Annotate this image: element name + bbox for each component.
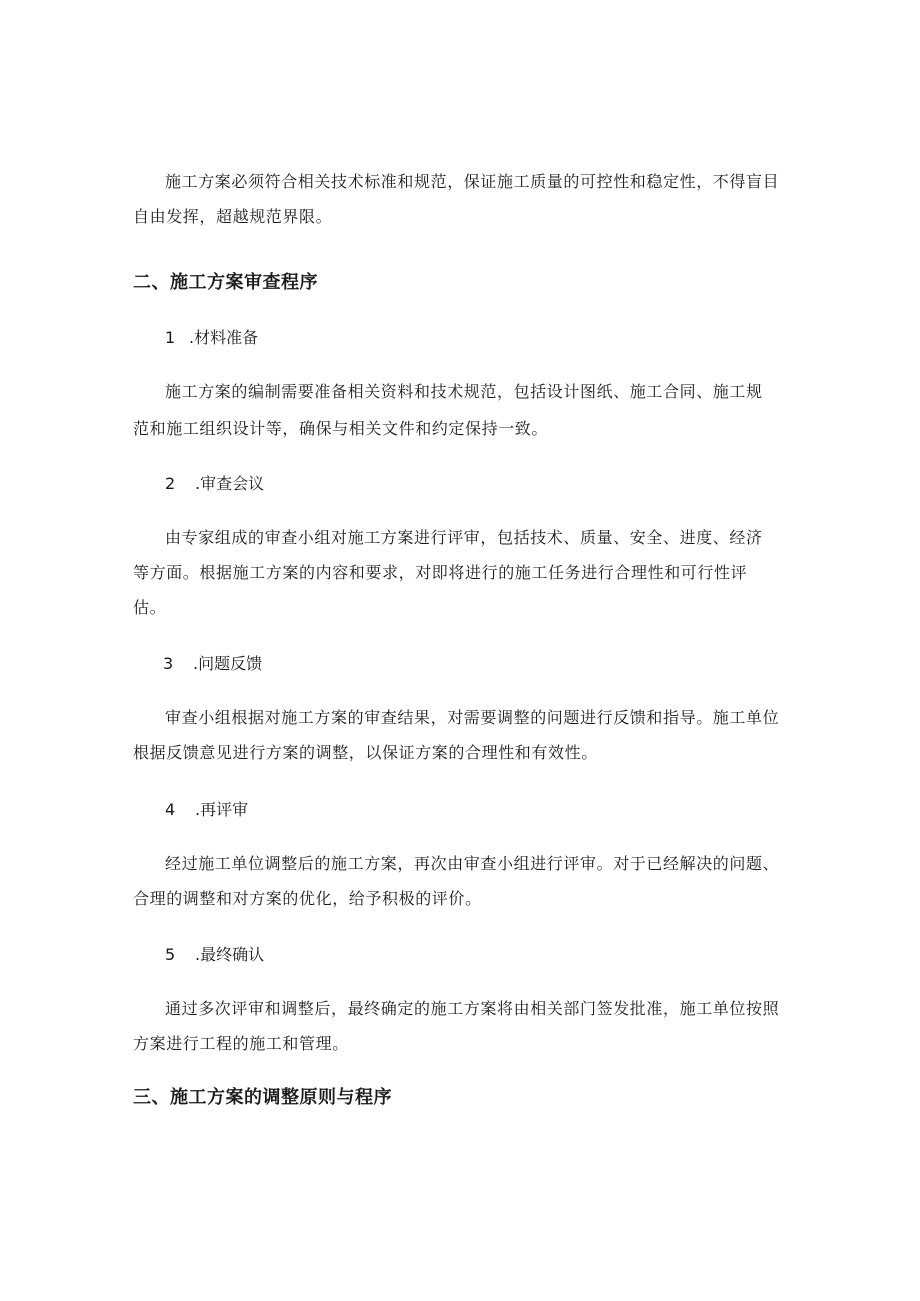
item-5-number: 5 bbox=[165, 945, 176, 964]
item-5-paragraph-line-1: 通过多次评审和调整后，最终确定的施工方案将由相关部门签发批准，施工单位按照 bbox=[165, 999, 780, 1018]
item-4-paragraph-line-2: 合理的调整和对方案的优化，给予积极的评价。 bbox=[133, 889, 482, 908]
item-2-number: 2 bbox=[165, 474, 176, 493]
item-5-label: .最终确认 bbox=[195, 945, 265, 964]
intro-paragraph-line-1: 施工方案必须符合相关技术标准和规范，保证施工质量的可控性和稳定性，不得盲目 bbox=[165, 172, 780, 191]
intro-paragraph-line-2: 自由发挥，超越规范界限。 bbox=[133, 207, 333, 226]
item-1-heading bbox=[165, 328, 258, 348]
item-1-paragraph-line-2: 范和施工组织设计等，确保与相关文件和约定保持一致。 bbox=[133, 419, 549, 438]
item-2-label: .审查会议 bbox=[195, 474, 265, 493]
item-1-label: .材料准备 bbox=[189, 328, 259, 347]
section-3-heading: 三、施工方案的调整原则与程序 bbox=[133, 1087, 392, 1108]
item-3-heading bbox=[163, 654, 262, 674]
item-5-paragraph-line-2: 方案进行工程的施工和管理。 bbox=[133, 1034, 349, 1053]
item-4-label: .再评审 bbox=[195, 800, 249, 819]
section-2-heading: 二、施工方案审查程序 bbox=[133, 272, 318, 293]
item-4-paragraph-line-1: 经过施工单位调整后的施工方案，再次由审查小组进行评审。对于已经解决的问题、 bbox=[165, 854, 780, 873]
item-2-heading bbox=[165, 474, 264, 494]
item-4-number: 4 bbox=[165, 800, 176, 819]
item-1-paragraph-line-1: 施工方案的编制需要准备相关资料和技术规范，包括设计图纸、施工合同、施工规 bbox=[165, 382, 763, 401]
item-3-label: .问题反馈 bbox=[193, 654, 263, 673]
item-3-paragraph-line-1: 审查小组根据对施工方案的审查结果，对需要调整的问题进行反馈和指导。施工单位 bbox=[165, 708, 780, 727]
item-3-number: 3 bbox=[163, 654, 174, 673]
item-2-paragraph-line-1: 由专家组成的审查小组对施工方案进行评审，包括技术、质量、安全、进度、经济 bbox=[165, 528, 763, 547]
item-2-paragraph-line-3: 估。 bbox=[133, 598, 167, 617]
item-3-paragraph-line-2: 根据反馈意见进行方案的调整，以保证方案的合理性和有效性。 bbox=[133, 743, 598, 762]
item-2-paragraph-line-2: 等方面。根据施工方案的内容和要求，对即将进行的施工任务进行合理性和可行性评 bbox=[133, 563, 748, 582]
item-1-number: 1 bbox=[165, 328, 176, 347]
item-4-heading bbox=[165, 800, 248, 820]
item-5-heading bbox=[165, 945, 264, 965]
